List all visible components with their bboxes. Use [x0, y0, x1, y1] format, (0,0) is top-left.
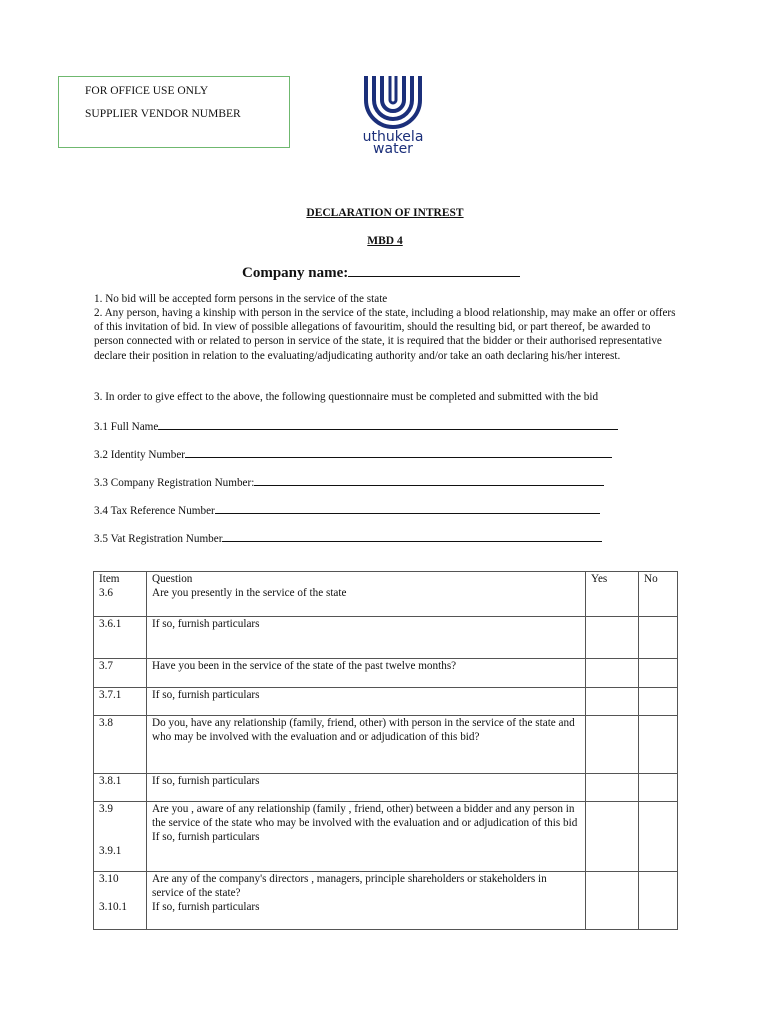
table-row	[94, 774, 678, 802]
vat-registration-label: 3.5 Vat Registration Number	[94, 533, 223, 545]
full-name-blank[interactable]	[158, 419, 618, 430]
yes-cell[interactable]	[586, 617, 639, 659]
question-text: If so, furnish particulars	[147, 774, 586, 802]
no-cell[interactable]	[639, 774, 678, 802]
vat-registration-blank[interactable]	[222, 531, 602, 542]
item-header: Item	[99, 573, 120, 585]
no-cell[interactable]	[639, 659, 678, 688]
company-name-field	[242, 261, 520, 282]
item-cell	[94, 802, 147, 872]
yes-header: Yes	[591, 573, 608, 585]
item-cell	[94, 572, 147, 617]
no-cell[interactable]	[639, 872, 678, 930]
item-number: 3.9	[99, 803, 113, 815]
item-number: 3.10	[99, 873, 119, 885]
question-header: Question	[152, 573, 193, 585]
question-text: If so, furnish particulars	[147, 688, 586, 716]
tax-reference-field	[94, 503, 600, 517]
clause-1: 1. No bid will be accepted form persons in the service of the state	[94, 293, 388, 305]
yes-cell[interactable]	[586, 872, 639, 930]
question-text: Are you presently in the service of the state	[152, 587, 347, 599]
no-header: No	[644, 573, 658, 585]
spacer	[99, 886, 141, 900]
table-row	[94, 659, 678, 688]
no-cell[interactable]	[639, 716, 678, 774]
item-number: 3.7	[94, 659, 147, 688]
full-name-label: 3.1 Full Name	[94, 421, 159, 433]
clause-3: 3. In order to give effect to the above, the following questionnaire must be completed and submitted with the bid	[94, 391, 599, 403]
company-name-blank[interactable]	[348, 261, 520, 277]
identity-number-label: 3.2 Identity Number	[94, 449, 186, 461]
document-subtitle: MBD 4	[367, 235, 403, 247]
no-cell[interactable]	[639, 688, 678, 716]
table-row	[94, 716, 678, 774]
question-cell	[147, 802, 586, 872]
item-number: 3.8.1	[94, 774, 147, 802]
question-cell	[147, 572, 586, 617]
tax-reference-blank[interactable]	[215, 503, 600, 514]
yes-cell[interactable]	[586, 802, 639, 872]
no-cell[interactable]	[639, 572, 678, 617]
spacer	[99, 816, 141, 844]
vat-registration-field	[94, 531, 602, 545]
yes-cell[interactable]	[586, 716, 639, 774]
yes-cell[interactable]	[586, 774, 639, 802]
company-name-label: Company name:	[242, 265, 349, 281]
no-cell[interactable]	[639, 802, 678, 872]
logo-word-uthukela: uthukela	[362, 129, 424, 145]
question-text: If so, furnish particulars	[152, 831, 260, 843]
table-row	[94, 872, 678, 930]
question-text: If so, furnish particulars	[152, 901, 260, 913]
office-use-label: FOR OFFICE USE ONLY	[85, 85, 209, 97]
identity-number-blank[interactable]	[185, 447, 612, 458]
no-cell[interactable]	[639, 617, 678, 659]
item-number: 3.6	[99, 587, 113, 599]
question-text: If so, furnish particulars	[147, 617, 586, 659]
question-text: Are any of the company's directors , managers, principle shareholders or stakeholders in service of the state?	[152, 873, 547, 899]
uthukela-water-logo	[352, 74, 434, 160]
yes-cell[interactable]	[586, 572, 639, 617]
table-row	[94, 802, 678, 872]
document-title: DECLARATION OF INTREST	[306, 207, 464, 219]
table-row	[94, 688, 678, 716]
question-text: Have you been in the service of the state of the past twelve months?	[147, 659, 586, 688]
office-use-box	[58, 76, 290, 148]
item-number: 3.9.1	[99, 845, 122, 857]
yes-cell[interactable]	[586, 688, 639, 716]
company-registration-label: 3.3 Company Registration Number:	[94, 477, 255, 489]
logo-mark-icon	[360, 74, 426, 130]
question-cell	[147, 872, 586, 930]
full-name-field	[94, 419, 618, 433]
tax-reference-label: 3.4 Tax Reference Number	[94, 505, 215, 517]
question-text: Are you , aware of any relationship (family , friend, other) between a bidder and any person in the service of the state who may be involved with the evaluation and or adjudication of this bid	[152, 803, 578, 829]
supplier-vendor-number-label: SUPPLIER VENDOR NUMBER	[85, 108, 241, 120]
company-registration-blank[interactable]	[254, 475, 604, 486]
item-number: 3.7.1	[94, 688, 147, 716]
item-number: 3.6.1	[94, 617, 147, 659]
question-text: Do you, have any relationship (family, friend, other) with person in the service of the state and who may be involved with the evaluation and or adjudication of this bid?	[147, 716, 586, 774]
table-row	[94, 572, 678, 617]
company-registration-field	[94, 475, 604, 489]
declaration-questionnaire-table	[93, 571, 678, 930]
identity-number-field	[94, 447, 612, 461]
table-row	[94, 617, 678, 659]
item-cell	[94, 872, 147, 930]
item-number: 3.10.1	[99, 901, 127, 913]
clause-2: 2. Any person, having a kinship with person in the service of the state, including a blood relationship, may make an offer or offers of this invitation of bid. In view of possible allegations of favouritim, should the resulting bid, or part thereof, be awarded to person connected with or related to person in service of the state, it is required that the bidder or their authorised representative declare their position in relation to the evaluating/adjudicating authority and/or take an oath declaring his/her interest.	[94, 307, 676, 362]
yes-cell[interactable]	[586, 659, 639, 688]
logo-word-water: water	[373, 141, 413, 157]
item-number: 3.8	[94, 716, 147, 774]
